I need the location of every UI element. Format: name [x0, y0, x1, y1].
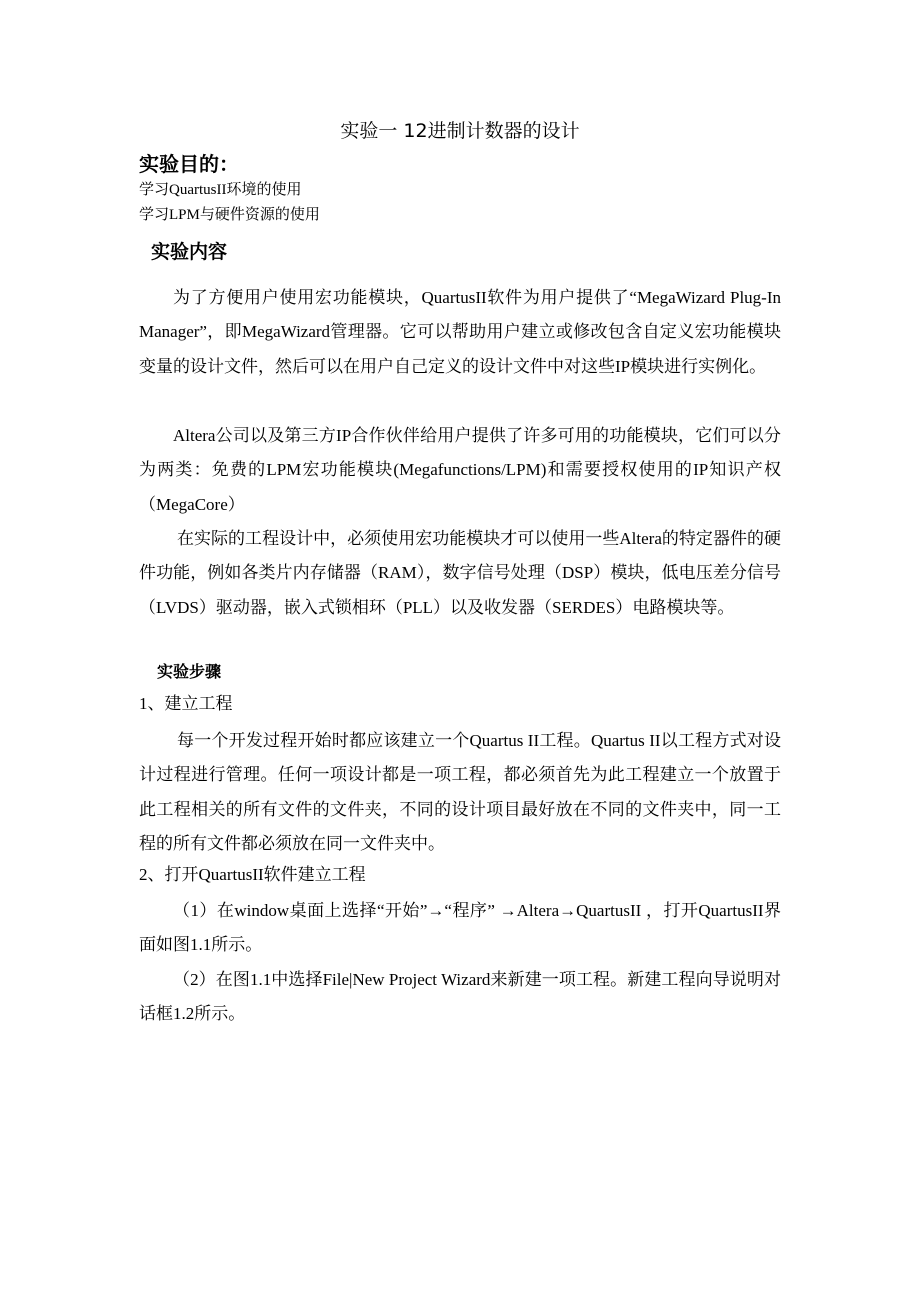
content-paragraph-1: 为了方便用户使用宏功能模块，QuartusII软件为用户提供了“MegaWizard Plug-In Manager”，即MegaWizard管理器。它可以帮助用户建立或修改包含自定义宏功能模块变量的设计文件，然后可以在用户自己定义的设计文件中对这些IP模块进行实例化。: [139, 288, 781, 376]
content-heading: 实验内容: [151, 241, 228, 263]
step1-title: 1、建立工程: [139, 694, 233, 713]
steps-heading: 实验步骤: [157, 662, 222, 681]
content-paragraph-2: Altera公司以及第三方IP合作伙伴给用户提供了许多可用的功能模块，它们可以分为两类：免费的LPM宏功能模块(Megafunctions/LPM)和需要授权使用的IP知识产权（MegaCore）: [139, 426, 781, 514]
purpose-heading: 实验目的：: [139, 152, 239, 176]
content-paragraph-3: 在实际的工程设计中，必须使用宏功能模块才可以使用一些Altera的特定器件的硬件功能，例如各类片内存储器（RAM），数字信号处理（DSP）模块，低电压差分信号（LVDS）驱动器，嵌入式锁相环（PLL）以及收发器（SERDES）电路模块等。: [139, 529, 781, 617]
purpose-item-2: 学习LPM与硬件资源的使用: [139, 207, 320, 223]
step1-text: 每一个开发过程开始时都应该建立一个Quartus II工程。Quartus II以工程方式对设计过程进行管理。任何一项设计都是一项工程，都必须首先为此工程建立一个放置于此工程相关的所有文件的文件夹，不同的设计项目最好放在不同的文件夹中，同一工程的所有文件都必须放在同一文件夹中。: [139, 731, 781, 854]
purpose-item-1: 学习QuartusII环境的使用: [139, 182, 302, 198]
document-title: 实验一 12进制计数器的设计: [340, 120, 580, 142]
step2-sub2: （2）在图1.1中选择File|New Project Wizard来新建一项工程。新建工程向导说明对话框1.2所示。: [139, 970, 781, 1024]
step2-sub1: （1）在window桌面上选择“开始”→“程序” →Altera→QuartusII ，打开QuartusII界面如图1.1所示。: [139, 901, 781, 955]
step2-title: 2、打开QuartusII软件建立工程: [139, 865, 366, 884]
